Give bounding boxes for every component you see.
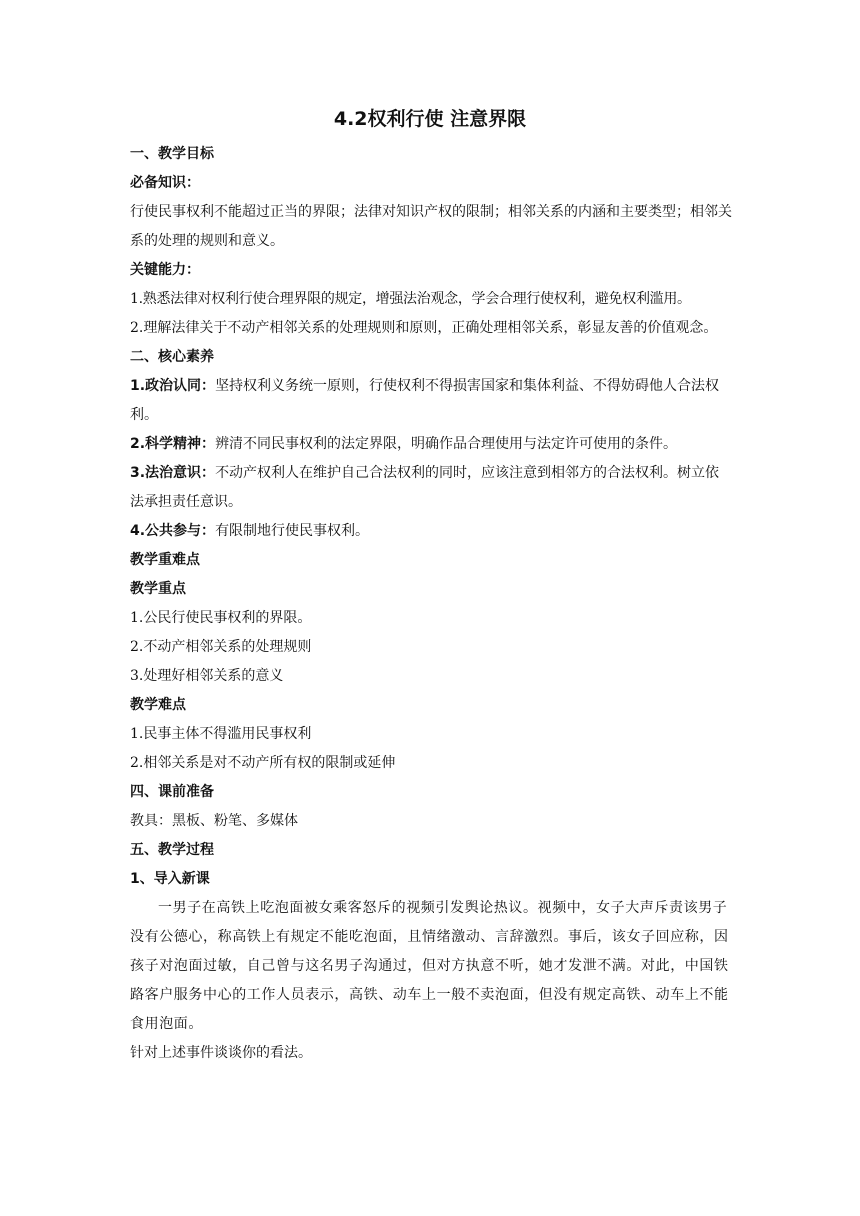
- literacy-text: 有限制地行使民事权利。: [215, 523, 370, 539]
- section-heading-key-difficult: 教学重难点: [130, 552, 200, 568]
- difficult-point-item: 2.相邻关系是对不动产所有权的限制或延伸: [130, 755, 396, 771]
- key-points-heading: 教学重点: [130, 581, 186, 597]
- difficult-points-heading: 教学难点: [130, 697, 186, 713]
- discussion-question: 针对上述事件谈谈你的看法。: [130, 1045, 312, 1061]
- ability-item-1: 1.熟悉法律对权利行使合理界限的规定，增强法治观念，学会合理行使权利，避免权利滥用。: [130, 291, 691, 307]
- intro-paragraph: 一男子在高铁上吃泡面被女乘客怒斥的视频引发舆论热议。视频中，女子大声斥责该男子没有公德心，称高铁上有规定不能吃泡面，且情绪激动、言辞激烈。事后，该女子回应称，因孩子对泡面过敏，自己曾与这名男子沟通过，但对方执意不听，她才发泄不满。对此，中国铁路客户服务中心的工作人员表示，高铁、动车上一般不卖泡面，但没有规定高铁、动车上不能食用泡面。: [130, 900, 729, 1032]
- section-heading-preparation: 四、课前准备: [130, 784, 214, 800]
- intro-subheading: 1、导入新课: [130, 871, 210, 887]
- section-heading-objectives: 一、教学目标: [130, 146, 214, 162]
- key-point-item: 3.处理好相邻关系的意义: [130, 668, 284, 684]
- literacy-text: 不动产权利人在维护自己合法权利的同时，应该注意到相邻方的合法权利。树立依法承担责任意识。: [130, 465, 720, 510]
- difficult-point-item: 1.民事主体不得滥用民事权利: [130, 726, 312, 742]
- knowledge-label: 必备知识：: [130, 175, 200, 191]
- literacy-item: [130, 459, 732, 517]
- literacy-text: 辨清不同民事权利的法定界限，明确作品合理使用与法定许可使用的条件。: [215, 436, 678, 452]
- knowledge-text: 行使民事权利不能超过正当的界限；法律对知识产权的限制；相邻关系的内涵和主要类型；相邻关系的处理的规则和意义。: [130, 204, 732, 249]
- literacy-label: 4.公共参与：: [130, 523, 216, 539]
- document-title: 4.2权利行使 注意界限: [333, 108, 527, 130]
- literacy-label: 2.科学精神：: [130, 436, 216, 452]
- literacy-item: [130, 430, 732, 459]
- literacy-label: 3.法治意识：: [130, 465, 216, 481]
- literacy-text: 坚持权利义务统一原则，行使权利不得损害国家和集体利益、不得妨碍他人合法权利。: [130, 378, 720, 423]
- section-heading-process: 五、教学过程: [130, 842, 214, 858]
- literacy-label: 1.政治认同：: [130, 378, 216, 394]
- ability-item-2: 2.理解法律关于不动产相邻关系的处理规则和原则，正确处理相邻关系，彰显友善的价值观念。: [130, 320, 718, 336]
- key-point-item: 2.不动产相邻关系的处理规则: [130, 639, 312, 655]
- ability-label: 关键能力：: [130, 262, 200, 278]
- document-body: [130, 140, 732, 1068]
- literacy-item: [130, 517, 732, 546]
- key-point-item: 1.公民行使民事权利的界限。: [130, 610, 312, 626]
- literacy-item: [130, 372, 732, 430]
- section-heading-core-literacy: 二、核心素养: [130, 349, 214, 365]
- preparation-text: 教具：黑板、粉笔、多媒体: [130, 813, 298, 829]
